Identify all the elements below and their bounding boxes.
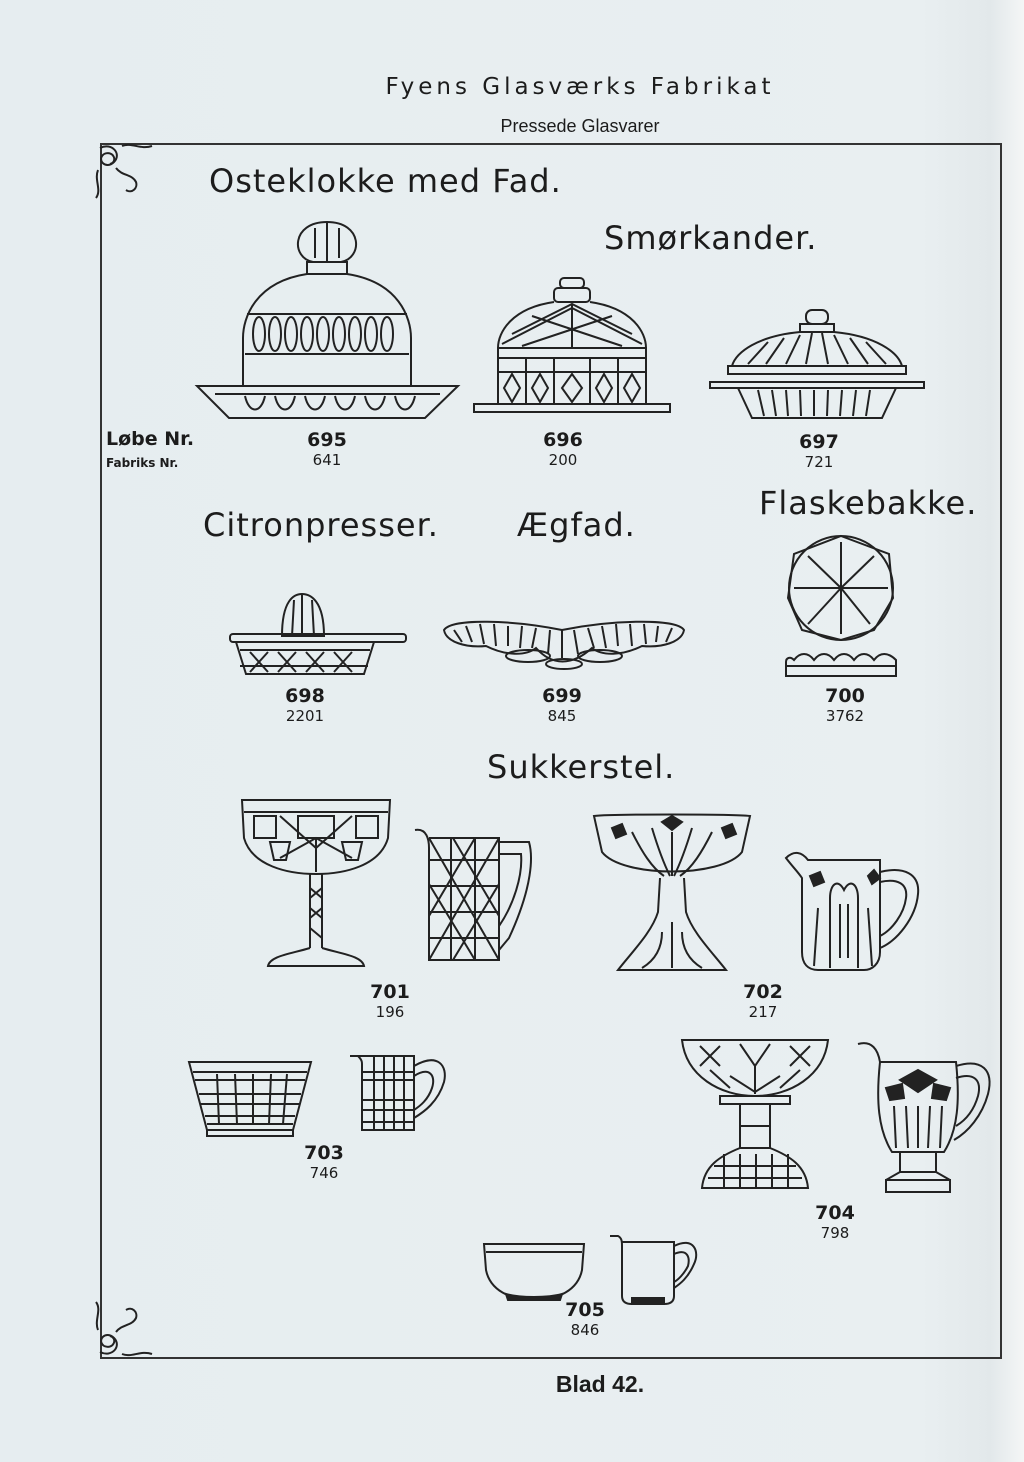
butter-dish-illustration-696 xyxy=(472,276,672,418)
item-number-701: 701 196 xyxy=(370,981,410,1021)
section-title-smorkander: Smørkander. xyxy=(604,219,818,257)
item-number-696: 696 200 xyxy=(543,429,583,469)
cream-jug-illustration-705 xyxy=(608,1232,698,1306)
lemon-squeezer-illustration xyxy=(228,590,408,680)
lobe-nr-label: Løbe Nr. xyxy=(106,428,195,450)
item-number-702: 702 217 xyxy=(743,981,783,1021)
compote-illustration-704 xyxy=(680,1036,830,1194)
page-number: Blad 42. xyxy=(555,1371,645,1397)
item-number-698: 698 2201 xyxy=(285,685,325,725)
section-title-sukkerstel: Sukkerstel. xyxy=(487,748,676,786)
sugar-bowl-illustration-705 xyxy=(482,1240,586,1304)
page-header-title: Fyens Glasværks Fabrikat xyxy=(385,74,775,100)
fabriks-nr-label: Fabriks Nr. xyxy=(106,456,179,470)
bottle-tray-illustration xyxy=(784,534,898,680)
corner-ornament-top-left xyxy=(92,140,162,200)
butter-dish-illustration-697 xyxy=(708,308,926,422)
section-title-flaskebakke: Flaskebakke. xyxy=(759,484,978,522)
item-number-700: 700 3762 xyxy=(825,685,865,725)
item-number-697: 697 721 xyxy=(799,431,839,471)
cream-jug-illustration-702 xyxy=(784,848,922,974)
cheese-dome-illustration xyxy=(195,218,460,423)
cream-jug-illustration-703 xyxy=(348,1052,448,1136)
item-number-704: 704 798 xyxy=(815,1202,855,1242)
item-number-699: 699 845 xyxy=(542,685,582,725)
cream-jug-illustration-701 xyxy=(413,826,537,966)
section-title-osteklokke: Osteklokke med Fad. xyxy=(209,162,562,200)
item-number-695: 695 641 xyxy=(307,429,347,469)
item-number-705: 705 846 xyxy=(565,1299,605,1339)
sugar-bowl-illustration-703 xyxy=(187,1060,313,1138)
corner-ornament-bottom-left xyxy=(92,1300,162,1360)
egg-dish-illustration xyxy=(442,616,686,672)
item-number-703: 703 746 xyxy=(304,1142,344,1182)
compote-illustration-701 xyxy=(240,798,392,970)
section-title-citronpresser: Citronpresser. xyxy=(203,506,439,544)
page-header-subtitle: Pressede Glasvarer xyxy=(500,116,660,136)
cream-jug-illustration-704 xyxy=(856,1040,996,1198)
section-title-aegfad: Ægfad. xyxy=(517,506,636,544)
compote-illustration-702 xyxy=(592,812,752,974)
